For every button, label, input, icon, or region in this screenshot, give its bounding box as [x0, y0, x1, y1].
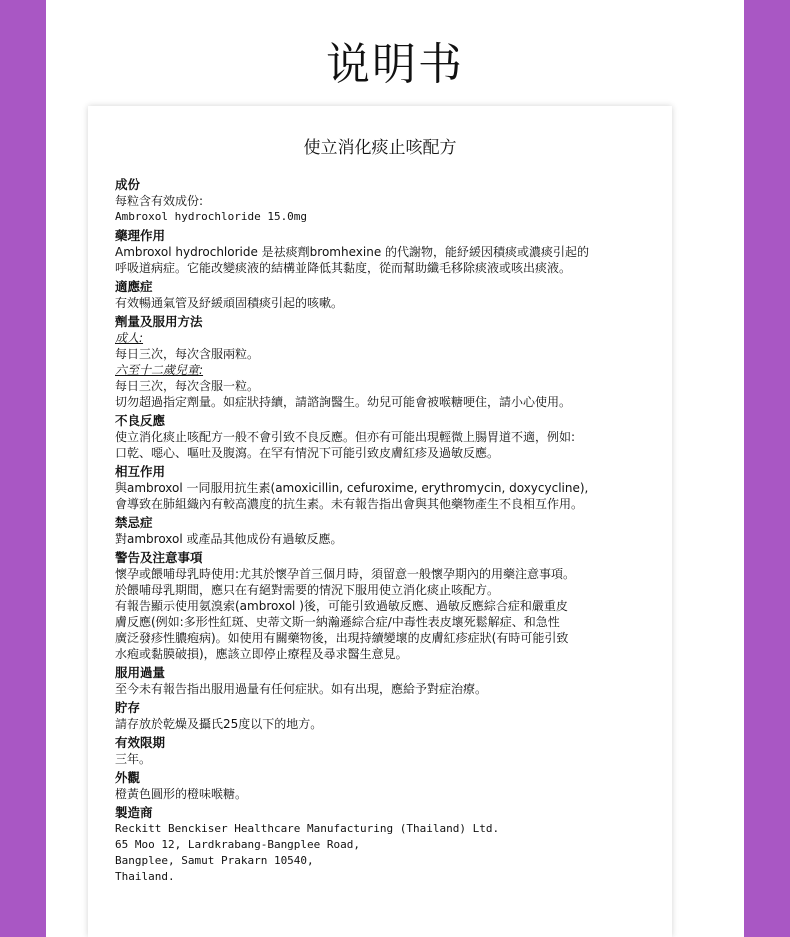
section-text-line: 會導致在肺組織內有較高濃度的抗生素。未有報告指出會與其他藥物產生不良相互作用。: [115, 497, 584, 511]
section-text-line: 膚反應(例如:多形性紅斑、史蒂文斯一納瀚遜綜合症/中毒性表皮壞死鬆解症、和急性: [115, 615, 560, 629]
section: [115, 734, 672, 767]
section-text-line: 水疱或黏膜破損)，應該立即停止療程及尋求醫生意見。: [115, 647, 408, 661]
section: [115, 699, 672, 732]
section: [115, 313, 672, 410]
section-heading: 警告及注意事項: [115, 550, 203, 565]
section-text-line: 三年。: [115, 752, 152, 766]
section-text-line: Thailand.: [115, 870, 175, 883]
leaflet-content: [115, 176, 672, 885]
section: [115, 463, 672, 512]
section: [115, 412, 672, 461]
section-heading: 服用過量: [115, 665, 166, 680]
section: [115, 549, 672, 662]
section-text-line: 成人:: [115, 331, 144, 345]
section-text-line: 橙黃色圓形的橙味喉糖。: [115, 787, 248, 801]
section-text-line: 懷孕或餵哺母乳時使用:尤其於懷孕首三個月時，須留意一般懷孕期內的用藥注意事項。: [115, 567, 576, 581]
section-text-line: 六至十二歲兒童:: [115, 363, 204, 377]
section-heading: 相互作用: [115, 464, 166, 479]
section-text-line: 於餵哺母乳期間，應只在有絕對需要的情況下服用使立消化痰止咳配方。: [115, 583, 500, 597]
section-heading: 不良反應: [115, 413, 166, 428]
section-text-line: Reckitt Benckiser Healthcare Manufacturing (Thailand) Ltd.: [115, 822, 500, 835]
leaflet-title: 使立消化痰止咳配方: [303, 138, 457, 158]
section-text-line: 對ambroxol 或產品其他成份有過敏反應。: [115, 532, 343, 546]
section-text-line: 至今未有報告指出服用過量有任何症狀。如有出現，應給予對症治療。: [115, 682, 488, 696]
section-text-line: 請存放於乾燥及攝氏25度以下的地方。: [115, 717, 323, 731]
section-text-line: 每日三次，每次含服兩粒。: [115, 347, 260, 361]
section-heading: 貯存: [115, 700, 141, 715]
section: [115, 227, 672, 276]
section-heading: 外觀: [115, 770, 141, 785]
document-stage: [46, 0, 744, 937]
section-text-line: 與ambroxol 一同服用抗生素(amoxicillin, cefuroxime, erythromycin, doxycycline),: [115, 481, 589, 495]
section: [115, 176, 672, 225]
section-text-line: Bangplee, Samut Prakarn 10540,: [115, 854, 314, 867]
section-text-line: 口乾、噁心、嘔吐及腹瀉。在罕有情況下可能引致皮膚紅疹及過敏反應。: [115, 446, 500, 460]
section-heading: 製造商: [115, 805, 153, 820]
page-title: 说明书: [326, 39, 464, 90]
section-text-line: 切勿超過指定劑量。如症狀持續，請諮詢醫生。幼兒可能會被喉糖哽住，請小心使用。: [115, 395, 572, 409]
section-text-line: 廣泛發疹性膿疱病)。如使用有關藥物後，出現持續變壞的皮膚紅疹症狀(有時可能引致: [115, 631, 569, 645]
section: [115, 664, 672, 697]
section: [115, 514, 672, 547]
section-text-line: 使立消化痰止咳配方一般不會引致不良反應。但亦有可能出現輕微上腸胃道不適，例如:: [115, 430, 576, 444]
section: [115, 769, 672, 802]
section-text-line: 65 Moo 12, Lardkrabang-Bangplee Road,: [115, 838, 361, 851]
section-text-line: 每日三次，每次含服一粒。: [115, 379, 260, 393]
leaflet-card: [88, 106, 672, 937]
section-text-line: Ambroxol hydrochloride 15.0mg: [115, 210, 308, 223]
section-heading: 成份: [115, 177, 141, 192]
section-text-line: 呼吸道病症。它能改變痰液的結構並降低其黏度，從而幫助纖毛移除痰液或咳出痰液。: [115, 261, 572, 275]
section-text-line: 每粒含有效成份:: [115, 194, 204, 208]
section-text-line: 有報告顯示使用氨溴索(ambroxol )後，可能引致過敏反應、過敏反應綜合症和嚴重皮: [115, 599, 568, 613]
section: [115, 804, 672, 885]
section-heading: 藥理作用: [115, 228, 166, 243]
section-heading: 有效限期: [115, 735, 166, 750]
section: [115, 278, 672, 311]
section-heading: 禁忌症: [115, 515, 153, 530]
section-text-line: 有效暢通氣管及紓緩頑固積痰引起的咳嗽。: [115, 296, 344, 310]
section-text-line: Ambroxol hydrochloride 是祛痰劑bromhexine 的代謝物，能紓緩因積痰或濃痰引起的: [115, 245, 590, 259]
section-heading: 劑量及服用方法: [115, 314, 203, 329]
section-heading: 適應症: [115, 279, 153, 294]
